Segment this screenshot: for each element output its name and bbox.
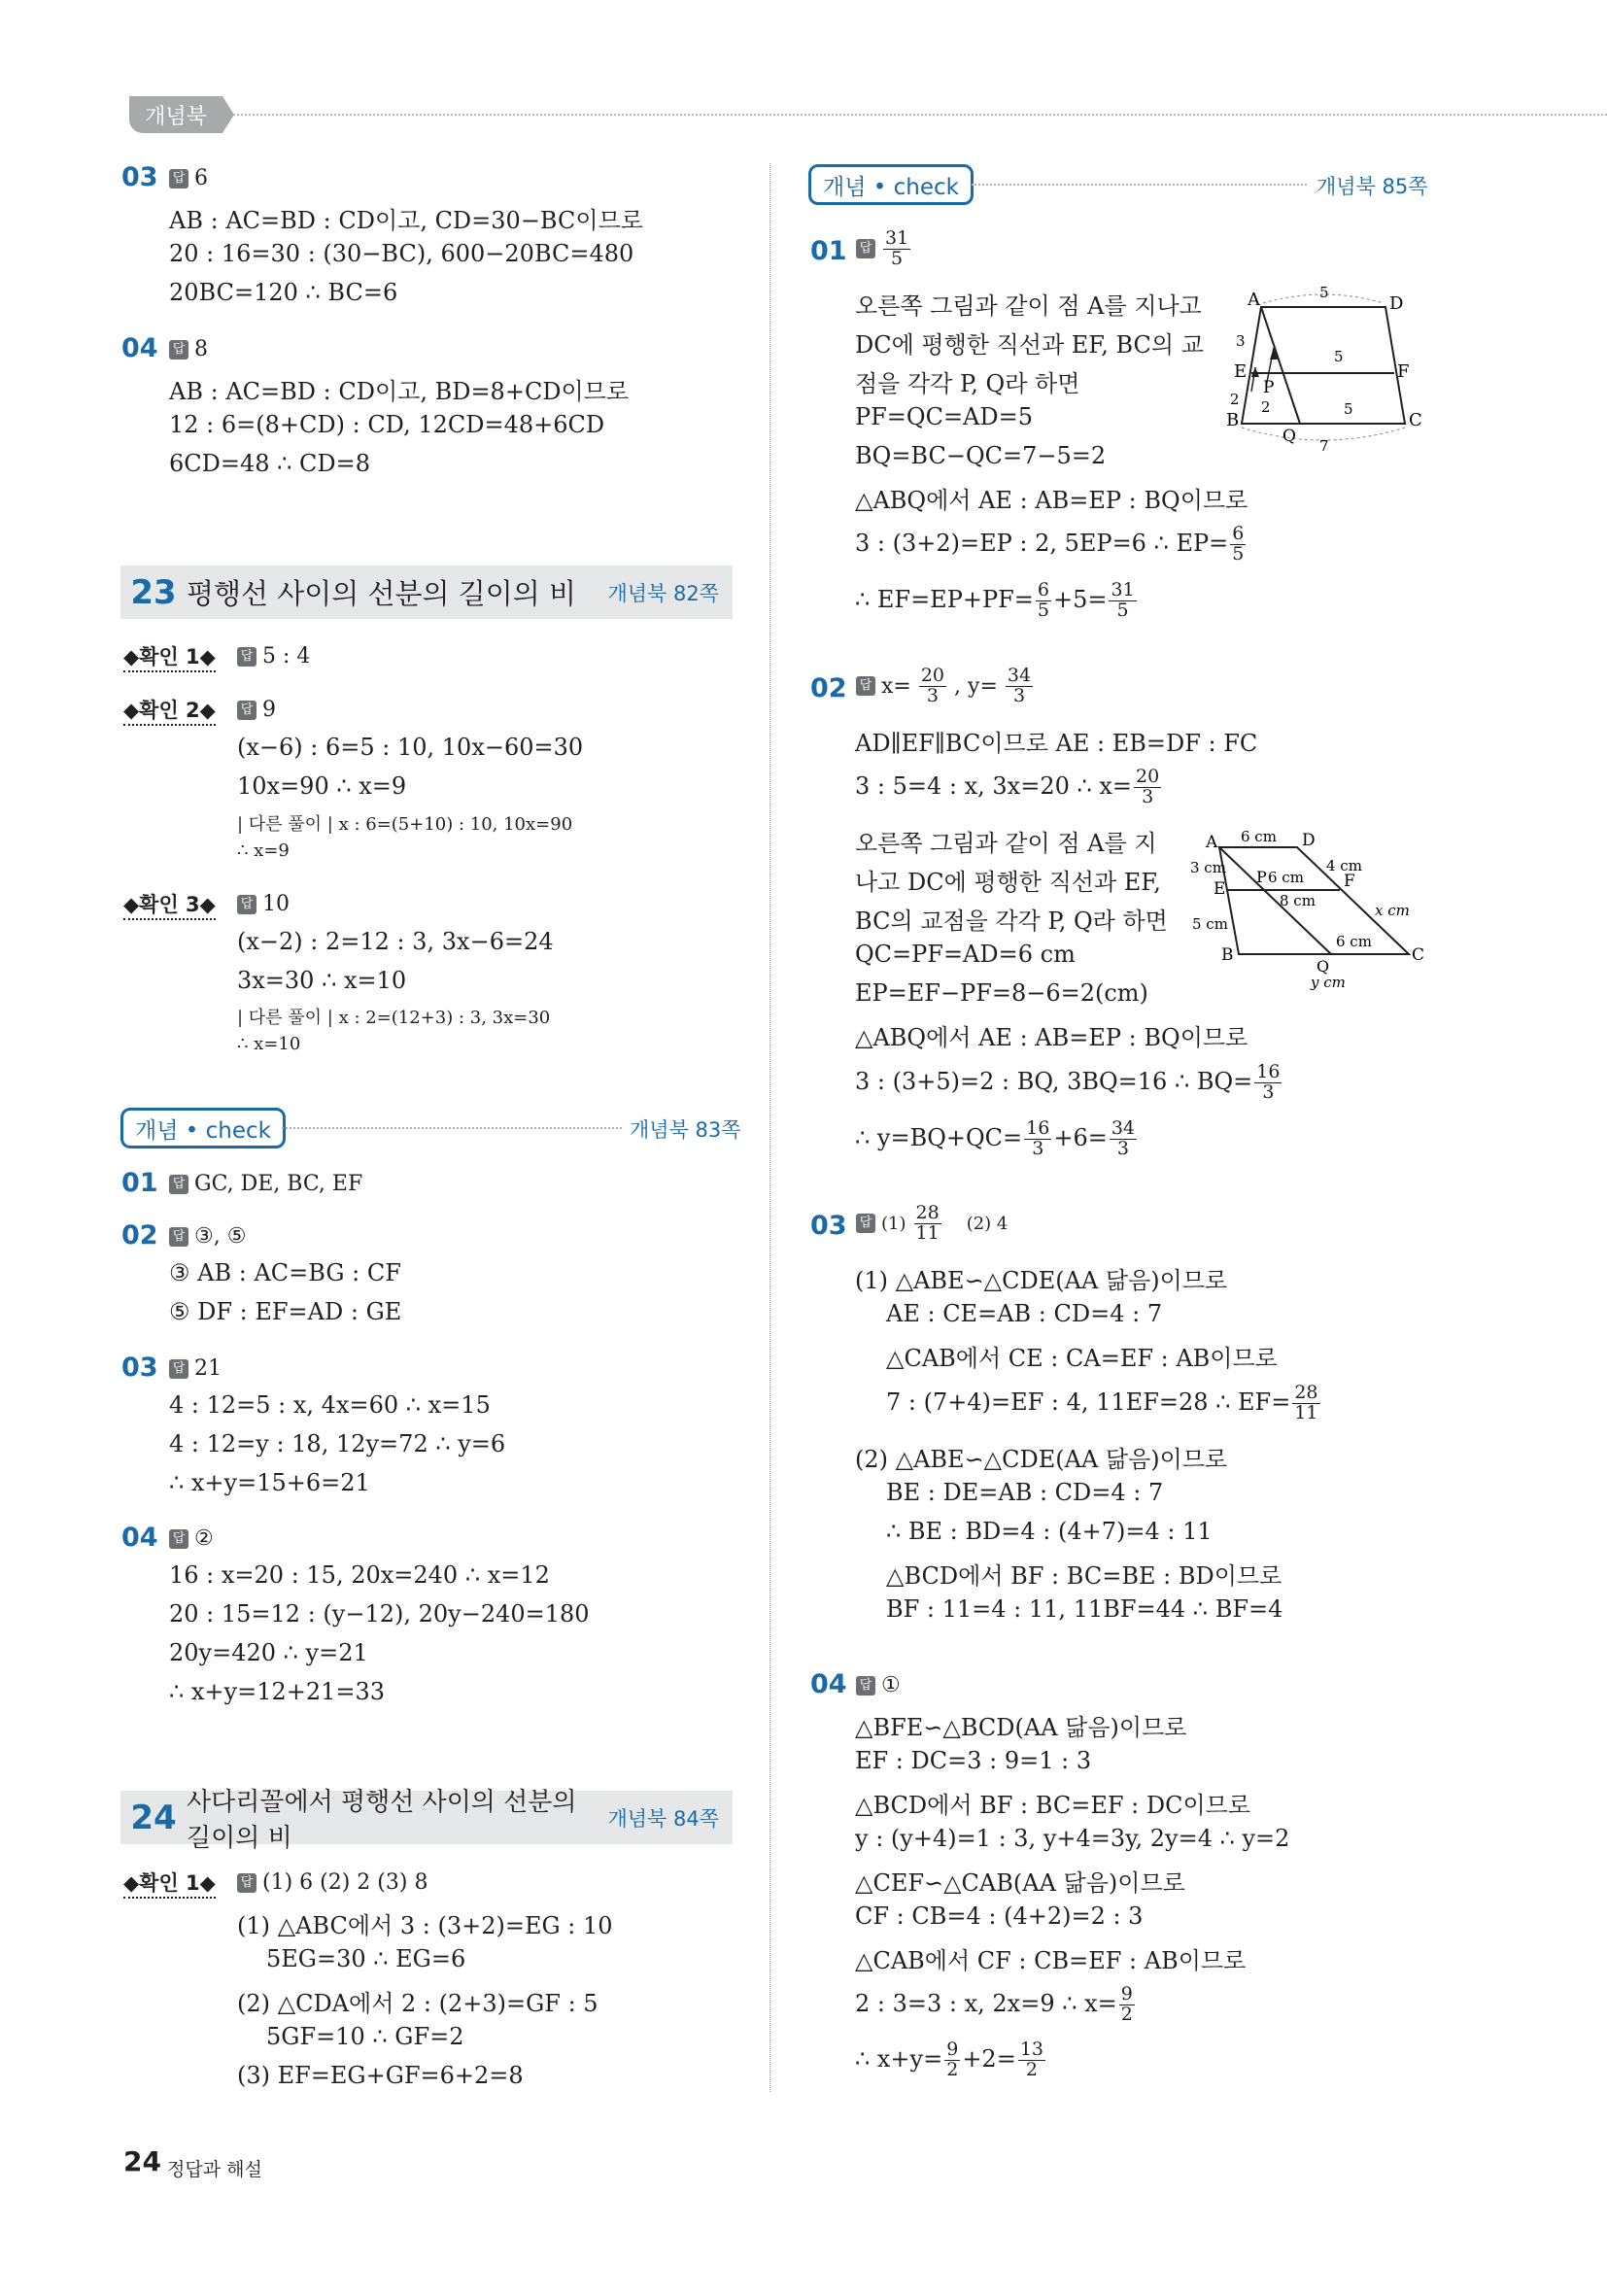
solution-line: △BCD에서 BF : BC=BE : BD이므로 — [886, 1562, 1282, 1590]
problem-number: 02 — [810, 673, 847, 703]
answer-value: 9 — [262, 698, 276, 722]
check-page-ref: 개념북 85쪽 — [1316, 175, 1428, 198]
solution-line: ⑤ DF : EF=AD : GE — [169, 1298, 402, 1325]
solution-line: 3 : (3+2)=EP : 2, 5EP=6 ∴ EP= $\frac{6}{5}$ — [855, 523, 1245, 565]
solution-line: 3 : (3+5)=2 : BQ, 3BQ=16 ∴ BQ= $\frac{16}{3}$ — [855, 1061, 1281, 1103]
solution-line: △CAB에서 CE : CA=EF : AB이므로 — [886, 1345, 1278, 1372]
answer-value: ③, ⑤ — [194, 1224, 247, 1249]
answer — [169, 1224, 246, 1249]
column-divider — [769, 163, 770, 2092]
answer — [169, 1526, 214, 1551]
solution-line: ③ AB : AC=BG : CF — [169, 1259, 401, 1286]
solution-line: (x−6) : 6=5 : 10, 10x−60=30 — [237, 734, 584, 761]
problem-number: 04 — [121, 333, 158, 363]
answer: 답 (1) $\frac{28}{11}$ (2) 4 — [856, 1204, 1008, 1244]
solution-line: 20y=420 ∴ y=21 — [169, 1639, 368, 1666]
section-number: 23 — [130, 572, 177, 612]
answer-value: ② — [194, 1526, 214, 1551]
answer-value: 21 — [194, 1356, 222, 1381]
solution-line: 20 : 16=30 : (30−BC), 600−20BC=480 — [169, 240, 634, 267]
concept-check-tag: 개념 • check — [808, 164, 974, 205]
solution-line: (2) △ABE∽△CDE(AA 닮음)이므로 — [855, 1446, 1228, 1473]
svg-text:x cm: x cm — [1375, 902, 1410, 919]
problem-number: 01 — [810, 236, 847, 266]
confirm-label: ◆확인 2◆ — [123, 695, 216, 726]
answer-icon: 답 — [237, 1873, 256, 1893]
answer-value: 5 : 4 — [262, 644, 311, 668]
solution-line: QC=PF=AD=6 cm — [855, 941, 1076, 968]
answer-icon: 답 — [169, 1175, 188, 1194]
answer — [169, 1172, 362, 1196]
confirm-label: ◆확인 1◆ — [123, 641, 216, 672]
answer — [237, 892, 290, 916]
solution-line: (3) EF=EG+GF=6+2=8 — [237, 2062, 524, 2089]
solution-line: DC에 평행한 직선과 EF, BC의 교 — [855, 331, 1204, 359]
solution-line: 12 : 6=(8+CD) : CD, 12CD=48+6CD — [169, 411, 605, 438]
check-page-ref: 개념북 83쪽 — [630, 1118, 741, 1142]
solution-line: 5GF=10 ∴ GF=2 — [266, 2023, 464, 2050]
answer-icon: 답 — [237, 647, 256, 667]
answer-value: GC, DE, BC, EF — [194, 1172, 363, 1196]
solution-line: EF : DC=3 : 9=1 : 3 — [855, 1747, 1092, 1774]
solution-line: AD∥EF∥BC이므로 AE : EB=DF : FC — [855, 730, 1258, 757]
page-number: 24 — [123, 2145, 161, 2177]
solution-line: BE : DE=AB : CD=4 : 7 — [886, 1479, 1164, 1506]
answer-value: 6 — [194, 166, 208, 190]
svg-text:C: C — [1409, 410, 1422, 430]
svg-text:F: F — [1344, 872, 1355, 891]
answer-icon: 답 — [856, 239, 875, 258]
solution-line: 4 : 12=y : 18, 12y=72 ∴ y=6 — [169, 1430, 506, 1457]
svg-text:F: F — [1397, 361, 1410, 382]
section-header-23 — [120, 565, 733, 619]
header-divider — [233, 114, 1607, 116]
solution-line: (x−2) : 2=12 : 3, 3x−6=24 — [237, 928, 554, 955]
alt-solution: | 다른 풀이 | x : 2=(12+3) : 3, 3x=30 — [237, 1008, 551, 1028]
answer-value: ① — [881, 1673, 901, 1697]
answer-value: 10 — [262, 892, 290, 916]
answer-icon: 답 — [856, 676, 875, 696]
book-tab: 개념북 — [129, 96, 222, 133]
svg-text:5 cm: 5 cm — [1192, 915, 1228, 933]
solution-line: △BFE∽△BCD(AA 닮음)이므로 — [855, 1714, 1187, 1741]
footer-label: 정답과 해설 — [167, 2159, 262, 2180]
section-number: 24 — [130, 1798, 177, 1837]
answer — [237, 1870, 427, 1895]
problem-number: 03 — [810, 1211, 847, 1241]
solution-line: 2 : 3=3 : x, 2x=9 ∴ x= $\frac{9}{2}$ — [855, 1983, 1133, 2025]
svg-text:5: 5 — [1344, 400, 1353, 418]
svg-text:Q: Q — [1282, 427, 1296, 446]
solution-line: 3x=30 ∴ x=10 — [237, 967, 407, 994]
svg-text:4 cm: 4 cm — [1326, 857, 1362, 874]
answer — [237, 698, 276, 722]
solution-line: BC의 교점을 각각 P, Q라 하면 — [855, 908, 1168, 935]
answer-fraction: $\frac{31}{5}$ — [885, 227, 909, 269]
solution-line: (2) △CDA에서 2 : (2+3)=GF : 5 — [237, 1990, 598, 2017]
alt-solution: ∴ x=10 — [237, 1034, 301, 1054]
solution-line: 5EG=30 ∴ EG=6 — [266, 1945, 466, 1972]
answer-icon: 답 — [169, 1529, 188, 1549]
solution-line: △ABQ에서 AE : AB=EP : BQ이므로 — [855, 1024, 1248, 1051]
solution-line: 20 : 15=12 : (y−12), 20y−240=180 — [169, 1600, 590, 1628]
solution-line: ∴ BE : BD=4 : (4+7)=4 : 11 — [886, 1518, 1213, 1545]
svg-text:5: 5 — [1319, 284, 1329, 301]
svg-text:B: B — [1226, 410, 1240, 430]
solution-line: 7 : (7+4)=EF : 4, 11EF=28 ∴ EF= $\frac{28}{11}$ — [886, 1382, 1318, 1423]
svg-text:A: A — [1248, 290, 1260, 310]
svg-text:6 cm: 6 cm — [1336, 933, 1372, 950]
answer-icon: 답 — [169, 169, 188, 188]
answer-icon: 답 — [237, 895, 256, 914]
alt-solution: ∴ x=9 — [237, 840, 290, 861]
answer — [169, 337, 208, 361]
concept-check-tag: 개념 • check — [120, 1108, 286, 1148]
svg-text:E: E — [1214, 879, 1226, 899]
answer — [169, 166, 208, 190]
svg-text:6 cm: 6 cm — [1268, 869, 1304, 886]
svg-text:6 cm: 6 cm — [1241, 828, 1277, 845]
solution-line: 오른쪽 그림과 같이 점 A를 지 — [855, 830, 1157, 857]
trapezoid-figure-2 — [1190, 826, 1438, 1001]
solution-line: (1) △ABE∽△CDE(AA 닮음)이므로 — [855, 1267, 1228, 1294]
answer-icon: 답 — [169, 340, 188, 360]
svg-text:Q: Q — [1316, 957, 1330, 976]
solution-line: 4 : 12=5 : x, 4x=60 ∴ x=15 — [169, 1391, 491, 1419]
svg-text:D: D — [1302, 831, 1316, 850]
solution-line: EP=EF−PF=8−6=2(cm) — [855, 979, 1148, 1007]
solution-line: BQ=BC−QC=7−5=2 — [855, 442, 1107, 469]
section-title: 평행선 사이의 선분의 길이의 비 — [187, 577, 577, 610]
solution-line: PF=QC=AD=5 — [855, 403, 1034, 430]
problem-number: 04 — [121, 1523, 158, 1553]
check-divider — [282, 1127, 622, 1129]
svg-text:5: 5 — [1334, 348, 1344, 365]
solution-line: AB : AC=BD : CD이고, BD=8+CD이므로 — [169, 378, 630, 405]
svg-text:A: A — [1206, 833, 1218, 852]
solution-line: 오른쪽 그림과 같이 점 A를 지나고 — [855, 292, 1202, 320]
solution-line: 6CD=48 ∴ CD=8 — [169, 450, 371, 477]
section-page-ref: 개념북 82쪽 — [607, 581, 719, 605]
problem-number: 01 — [121, 1168, 158, 1198]
solution-line: 3 : 5=4 : x, 3x=20 ∴ x= $\frac{20}{3}$ — [855, 766, 1160, 807]
confirm-label: ◆확인 3◆ — [123, 889, 216, 920]
problem-number: 04 — [810, 1669, 847, 1699]
section-title: 사다리꼴에서 평행선 사이의 선분의 길이의 비 — [187, 1787, 577, 1853]
svg-text:2: 2 — [1230, 391, 1240, 408]
solution-line: 16 : x=20 : 15, 20x=240 ∴ x=12 — [169, 1561, 550, 1589]
section-page-ref: 개념북 84쪽 — [607, 1806, 719, 1831]
solution-line: BF : 11=4 : 11, 11BF=44 ∴ BF=4 — [886, 1595, 1283, 1623]
answer-value: (1) 6 (2) 2 (3) 8 — [262, 1870, 428, 1895]
solution-line: (1) △ABC에서 3 : (3+2)=EG : 10 — [237, 1912, 613, 1939]
solution-line: △ABQ에서 AE : AB=EP : BQ이므로 — [855, 487, 1248, 514]
answer-icon: 답 — [169, 1227, 188, 1247]
solution-line: CF : CB=4 : (4+2)=2 : 3 — [855, 1902, 1144, 1930]
solution-line: 10x=90 ∴ x=9 — [237, 772, 407, 800]
problem-number: 02 — [121, 1220, 158, 1251]
confirm-label: ◆확인 1◆ — [123, 1868, 216, 1899]
answer-icon: 답 — [169, 1359, 188, 1379]
svg-text:3 cm: 3 cm — [1190, 859, 1226, 876]
solution-line: AE : CE=AB : CD=4 : 7 — [886, 1300, 1163, 1327]
svg-text:P: P — [1263, 378, 1275, 397]
section-header-24 — [120, 1787, 733, 1853]
answer: 답 x= $\frac{20}{3}$ , y= $\frac{34}{3}$ — [856, 667, 1035, 706]
answer-value: 8 — [194, 337, 208, 361]
solution-line: △BCD에서 BF : BC=EF : DC이므로 — [855, 1792, 1251, 1819]
answer — [856, 1673, 901, 1697]
svg-text:2: 2 — [1261, 398, 1271, 416]
solution-line: ∴ x+y= $\frac{9}{2}$ +2= $\frac{13}{2}$ — [855, 2039, 1043, 2080]
answer-icon: 답 — [856, 1214, 875, 1233]
trapezoid-figure-1 — [1222, 280, 1436, 455]
solution-line: 20BC=120 ∴ BC=6 — [169, 279, 398, 306]
answer-icon: 답 — [237, 701, 256, 720]
svg-text:D: D — [1389, 293, 1404, 314]
svg-text:P: P — [1256, 868, 1267, 886]
answer — [856, 229, 912, 269]
solution-line: ∴ y=BQ+QC= $\frac{16}{3}$ +6= $\frac{34}{3}$ — [855, 1117, 1136, 1159]
solution-line: △CAB에서 CF : CB=EF : AB이므로 — [855, 1947, 1247, 1974]
svg-text:8 cm: 8 cm — [1280, 892, 1316, 909]
svg-text:3: 3 — [1236, 332, 1246, 350]
solution-line: ∴ x+y=12+21=33 — [169, 1678, 386, 1705]
solution-line: y : (y+4)=1 : 3, y+4=3y, 2y=4 ∴ y=2 — [855, 1825, 1290, 1852]
svg-text:y cm: y cm — [1311, 974, 1346, 991]
solution-line: 나고 DC에 평행한 직선과 EF, — [855, 869, 1161, 896]
alt-solution: | 다른 풀이 | x : 6=(5+10) : 10, 10x=90 — [237, 814, 573, 835]
svg-text:C: C — [1412, 945, 1425, 965]
check-divider — [972, 184, 1307, 186]
problem-number: 03 — [121, 162, 158, 192]
problem-number: 03 — [121, 1353, 158, 1383]
svg-text:B: B — [1221, 945, 1234, 965]
answer — [237, 644, 310, 668]
solution-line: ∴ x+y=15+6=21 — [169, 1469, 370, 1496]
answer — [169, 1356, 222, 1381]
solution-line: 점을 각각 P, Q라 하면 — [855, 370, 1080, 397]
answer-icon: 답 — [856, 1676, 875, 1696]
solution-line: △CEF∽△CAB(AA 닮음)이므로 — [855, 1869, 1185, 1897]
solution-line: ∴ EF=EP+PF= $\frac{6}{5}$ +5= $\frac{31}{5}$ — [855, 579, 1135, 621]
svg-text:7: 7 — [1319, 437, 1329, 455]
solution-line: AB : AC=BD : CD이고, CD=30−BC이므로 — [169, 207, 643, 234]
svg-text:E: E — [1234, 361, 1248, 382]
